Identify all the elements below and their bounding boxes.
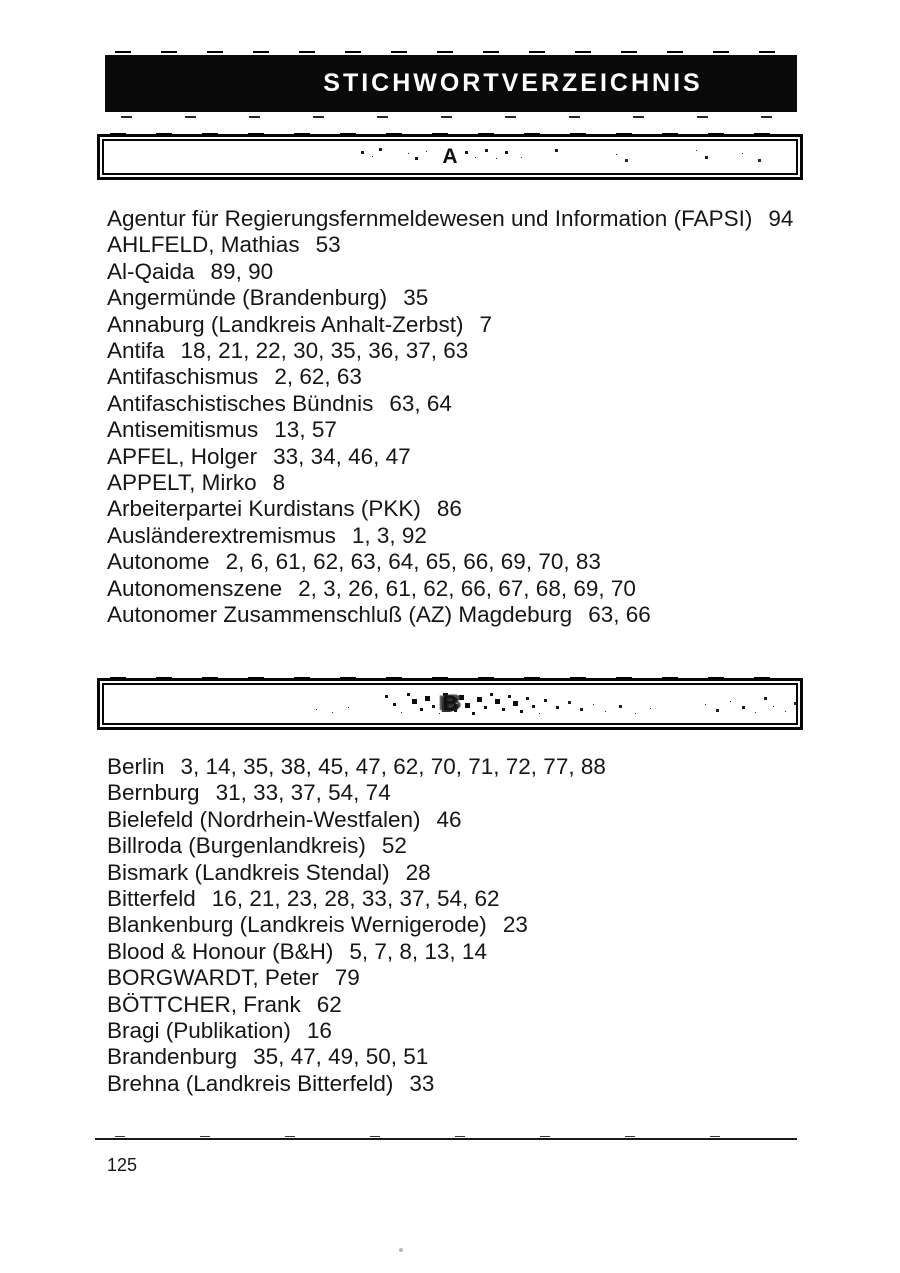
index-entry — [107, 549, 797, 575]
page-title: STICHWORTVERZEICHNIS — [323, 69, 703, 97]
index-entry — [107, 1044, 797, 1070]
index-entry — [107, 391, 797, 417]
index-entries-a — [107, 206, 797, 629]
entry-pages: 86 — [436, 496, 462, 522]
entry-pages: 33, 34, 46, 47 — [273, 443, 411, 469]
index-entry — [107, 833, 797, 859]
entry-term: Autonomer Zusammenschluß (AZ) Magdeburg — [107, 602, 573, 628]
index-entry — [107, 523, 797, 549]
entry-pages: 62 — [316, 991, 342, 1017]
entry-term: Autonomenszene — [107, 575, 283, 601]
entry-pages: 23 — [502, 912, 528, 938]
index-entry — [107, 754, 797, 780]
index-entry — [107, 912, 797, 938]
entry-term: Antifaschistisches Bündnis — [107, 390, 374, 416]
entry-pages: 16 — [306, 1018, 332, 1044]
entry-pages: 63, 64 — [389, 390, 452, 416]
entry-term: BÖTTCHER, Frank — [107, 991, 301, 1017]
entry-term: Bitterfeld — [107, 886, 196, 912]
entry-term: BORGWARDT, Peter — [107, 965, 319, 991]
entry-term: Brandenburg — [107, 1044, 238, 1070]
index-entry — [107, 1018, 797, 1044]
index-entry — [107, 576, 797, 602]
index-entry — [107, 886, 797, 912]
entry-term: Brehna (Landkreis Bitterfeld) — [107, 1070, 394, 1096]
entry-pages: 1, 3, 92 — [351, 522, 427, 548]
footer-rule — [95, 1138, 797, 1140]
entry-term: Bielefeld (Nordrhein-Westfalen) — [107, 806, 421, 832]
entry-term: Annaburg (Landkreis Anhalt-Zerbst) — [107, 311, 464, 337]
entry-pages: 16, 21, 23, 28, 33, 37, 54, 62 — [211, 886, 500, 912]
entry-term: Ausländerextremismus — [107, 522, 336, 548]
entry-term: Al-Qaida — [107, 258, 195, 284]
scan-dot-artifact — [399, 1248, 403, 1252]
index-entry — [107, 364, 797, 390]
index-entry — [107, 470, 797, 496]
entry-term: Autonome — [107, 549, 210, 575]
index-entry — [107, 780, 797, 806]
entry-pages: 28 — [405, 859, 431, 885]
entry-term: Antisemitismus — [107, 417, 259, 443]
index-entries-b — [107, 754, 797, 1097]
entry-pages: 94 — [768, 206, 794, 231]
entry-term: Blood & Honour (B&H) — [107, 938, 334, 964]
entry-term: Bernburg — [107, 780, 200, 806]
index-entry — [107, 417, 797, 443]
index-entry — [107, 444, 797, 470]
index-entry — [107, 939, 797, 965]
entry-term: Blankenburg (Landkreis Wernigerode) — [107, 912, 487, 938]
letter-divider-b — [97, 678, 803, 730]
page-number: 125 — [107, 1155, 138, 1175]
entry-term: Billroda (Burgenlandkreis) — [107, 833, 366, 859]
entry-term: APFEL, Holger — [107, 443, 258, 469]
index-entry — [107, 312, 797, 338]
index-entry — [107, 965, 797, 991]
index-entry — [107, 807, 797, 833]
entry-pages: 63, 66 — [588, 602, 651, 628]
entry-pages: 7 — [479, 311, 492, 337]
entry-pages: 2, 62, 63 — [274, 364, 362, 390]
index-entry — [107, 1071, 797, 1097]
entry-pages: 35, 47, 49, 50, 51 — [253, 1044, 429, 1070]
entry-pages: 2, 3, 26, 61, 62, 66, 67, 68, 69, 70 — [298, 575, 636, 601]
index-entry — [107, 285, 797, 311]
entry-term: Angermünde (Brandenburg) — [107, 285, 388, 311]
letter-divider-b-inner — [102, 683, 798, 725]
entry-term: Bismark (Landkreis Stendal) — [107, 859, 390, 885]
entry-pages: 18, 21, 22, 30, 35, 36, 37, 63 — [180, 338, 469, 364]
entry-pages: 89, 90 — [210, 258, 274, 284]
index-entry — [107, 232, 797, 258]
entry-pages: 52 — [381, 833, 407, 859]
entry-pages: 79 — [334, 965, 360, 991]
entry-pages: 33 — [409, 1070, 435, 1096]
entry-term: AHLFELD, Mathias — [107, 232, 300, 258]
entry-term: Antifa — [107, 338, 165, 364]
entry-pages: 5, 7, 8, 13, 14 — [349, 938, 487, 964]
entry-term: Antifaschismus — [107, 364, 259, 390]
entry-pages: 31, 33, 37, 54, 74 — [215, 780, 391, 806]
entry-pages: 2, 6, 61, 62, 63, 64, 65, 66, 69, 70, 83 — [225, 549, 601, 575]
entry-pages: 35 — [403, 285, 429, 311]
index-entry — [107, 602, 797, 628]
index-entry — [107, 206, 797, 232]
entry-term: Bragi (Publikation) — [107, 1018, 291, 1044]
letter-divider-a-inner — [102, 139, 798, 175]
index-entry — [107, 992, 797, 1018]
entry-pages: 13, 57 — [274, 417, 337, 443]
entry-term: Arbeiterpartei Kurdistans (PKK) — [107, 496, 421, 522]
entry-term: APPELT, Mirko — [107, 470, 257, 496]
index-entry — [107, 860, 797, 886]
letter-b-label: B — [442, 692, 458, 715]
index-entry — [107, 496, 797, 522]
section-title-bar — [105, 55, 797, 112]
entry-pages: 53 — [315, 232, 341, 258]
index-entry — [107, 259, 797, 285]
index-entry — [107, 338, 797, 364]
letter-a-label: A — [442, 145, 458, 168]
entry-pages: 8 — [272, 470, 286, 496]
scan-noise-b — [104, 685, 105, 686]
entry-term: Agentur für Regierungsfernmeldewesen und Information (FAPSI) — [107, 206, 753, 231]
entry-pages: 46 — [436, 806, 462, 832]
entry-term: Berlin — [107, 754, 165, 779]
entry-pages: 3, 14, 35, 38, 45, 47, 62, 70, 71, 72, 77, 88 — [180, 754, 606, 779]
letter-divider-a — [97, 134, 803, 180]
scan-noise-a — [104, 141, 105, 142]
